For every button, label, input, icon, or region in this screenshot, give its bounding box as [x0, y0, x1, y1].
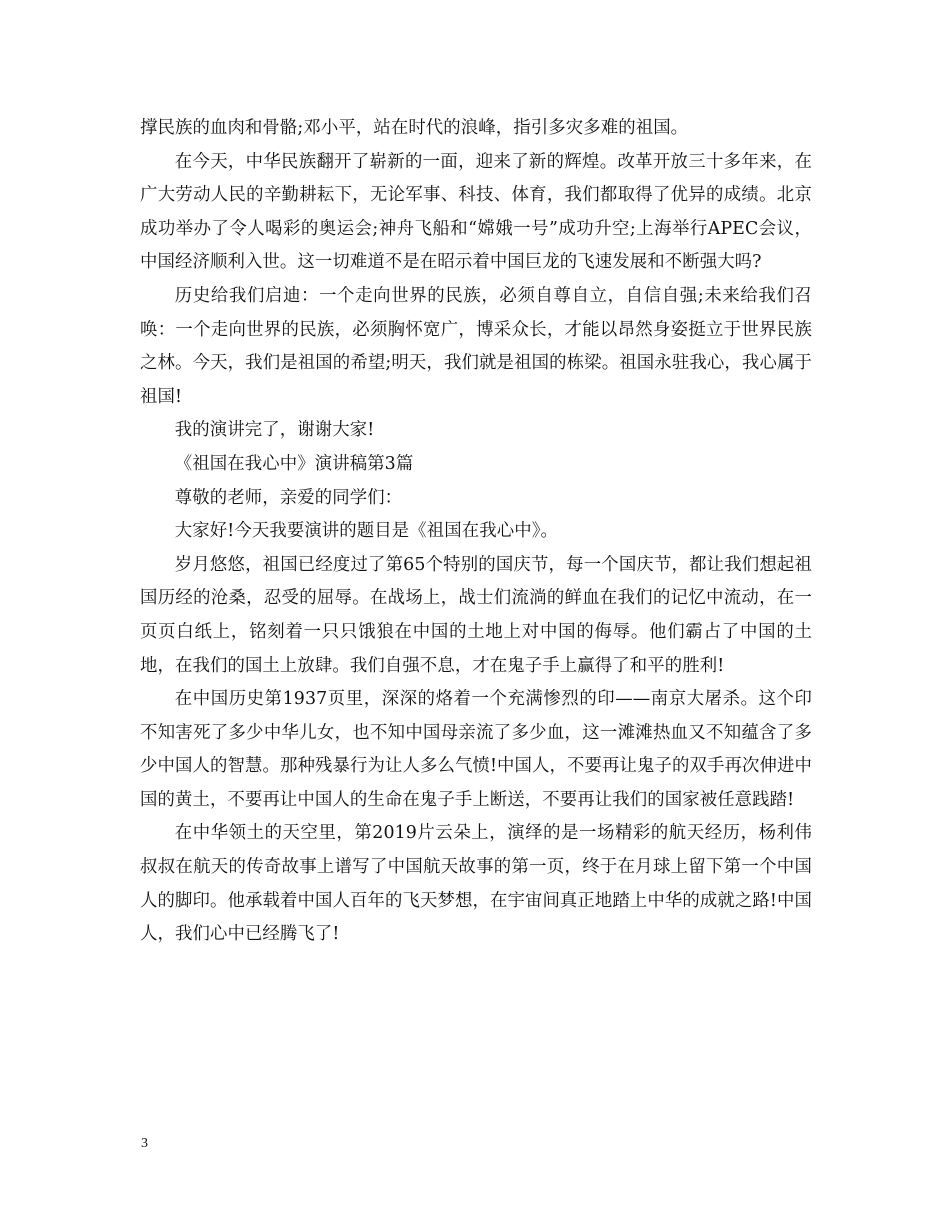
paragraph-8: 岁月悠悠，祖国已经度过了第65个特别的国庆节，每一个国庆节，都让我们想起祖国历经的沧桑，忍受的屈辱。在战场上，战士们流淌的鲜血在我们的记忆中流动，在一页页白纸上，铭刻着一只只饿狼在中国的土地上对中国的侮辱。他们霸占了中国的土地，在我们的国土上放肆。我们自强不息，才在鬼子手上赢得了和平的胜利!	[140, 554, 812, 676]
paragraph-2: 在今天，中华民族翻开了崭新的一面，迎来了新的辉煌。改革开放三十多年来，在广大劳动人民的辛勤耕耘下，无论军事、科技、体育，我们都取得了优异的成绩。北京成功举办了令人喝彩的奥运会;神舟飞船和“嫦娥一号”成功升空;上海举行APEC会议，中国经济顺利入世。这一切难道不是在昭示着中国巨龙的飞速发展和不断强大吗?	[140, 151, 812, 273]
greeting: 大家好!今天我要演讲的题目是《祖国在我心中》。	[174, 521, 558, 542]
section-title: 《祖国在我心中》演讲稿第3篇	[174, 453, 414, 474]
salutation: 尊敬的老师，亲爱的同学们：	[174, 487, 403, 508]
document-body	[140, 112, 812, 952]
page-number: 3	[141, 1136, 148, 1151]
paragraph-10: 在中华领土的天空里，第2019片云朵上，演绎的是一场精彩的航天经历，杨利伟叔叔在航天的传奇故事上谱写了中国航天故事的第一页，终于在月球上留下第一个中国人的脚印。他承载着中国人百年的飞天梦想，在宇宙间真正地踏上中华的成就之路!中国人，我们心中已经腾飞了!	[140, 823, 812, 945]
paragraph-4: 我的演讲完了，谢谢大家!	[174, 420, 375, 441]
paragraph-9: 在中国历史第1937页里，深深的烙着一个充满惨烈的印——南京大屠杀。这个印不知害死了多少中华儿女，也不知中国母亲流了多少血，这一滩滩热血又不知蕴含了多少中国人的智慧。那种残暴行为让人多么气愤!中国人，不要再让鬼子的双手再次伸进中国的黄土，不要再让中国人的生命在鬼子手上断送，不要再让我们的国家被任意践踏!	[140, 689, 812, 810]
paragraph-3: 历史给我们启迪：一个走向世界的民族，必须自尊自立，自信自强;未来给我们召唤：一个走向世界的民族，必须胸怀宽广，博采众长，才能以昂然身姿挺立于世界民族之林。今天，我们是祖国的希望;明天，我们就是祖国的栋梁。祖国永驻我心，我心属于祖国!	[140, 285, 812, 407]
paragraph-1: 撑民族的血肉和骨骼;邓小平，站在时代的浪峰，指引多灾多难的祖国。	[140, 118, 689, 138]
